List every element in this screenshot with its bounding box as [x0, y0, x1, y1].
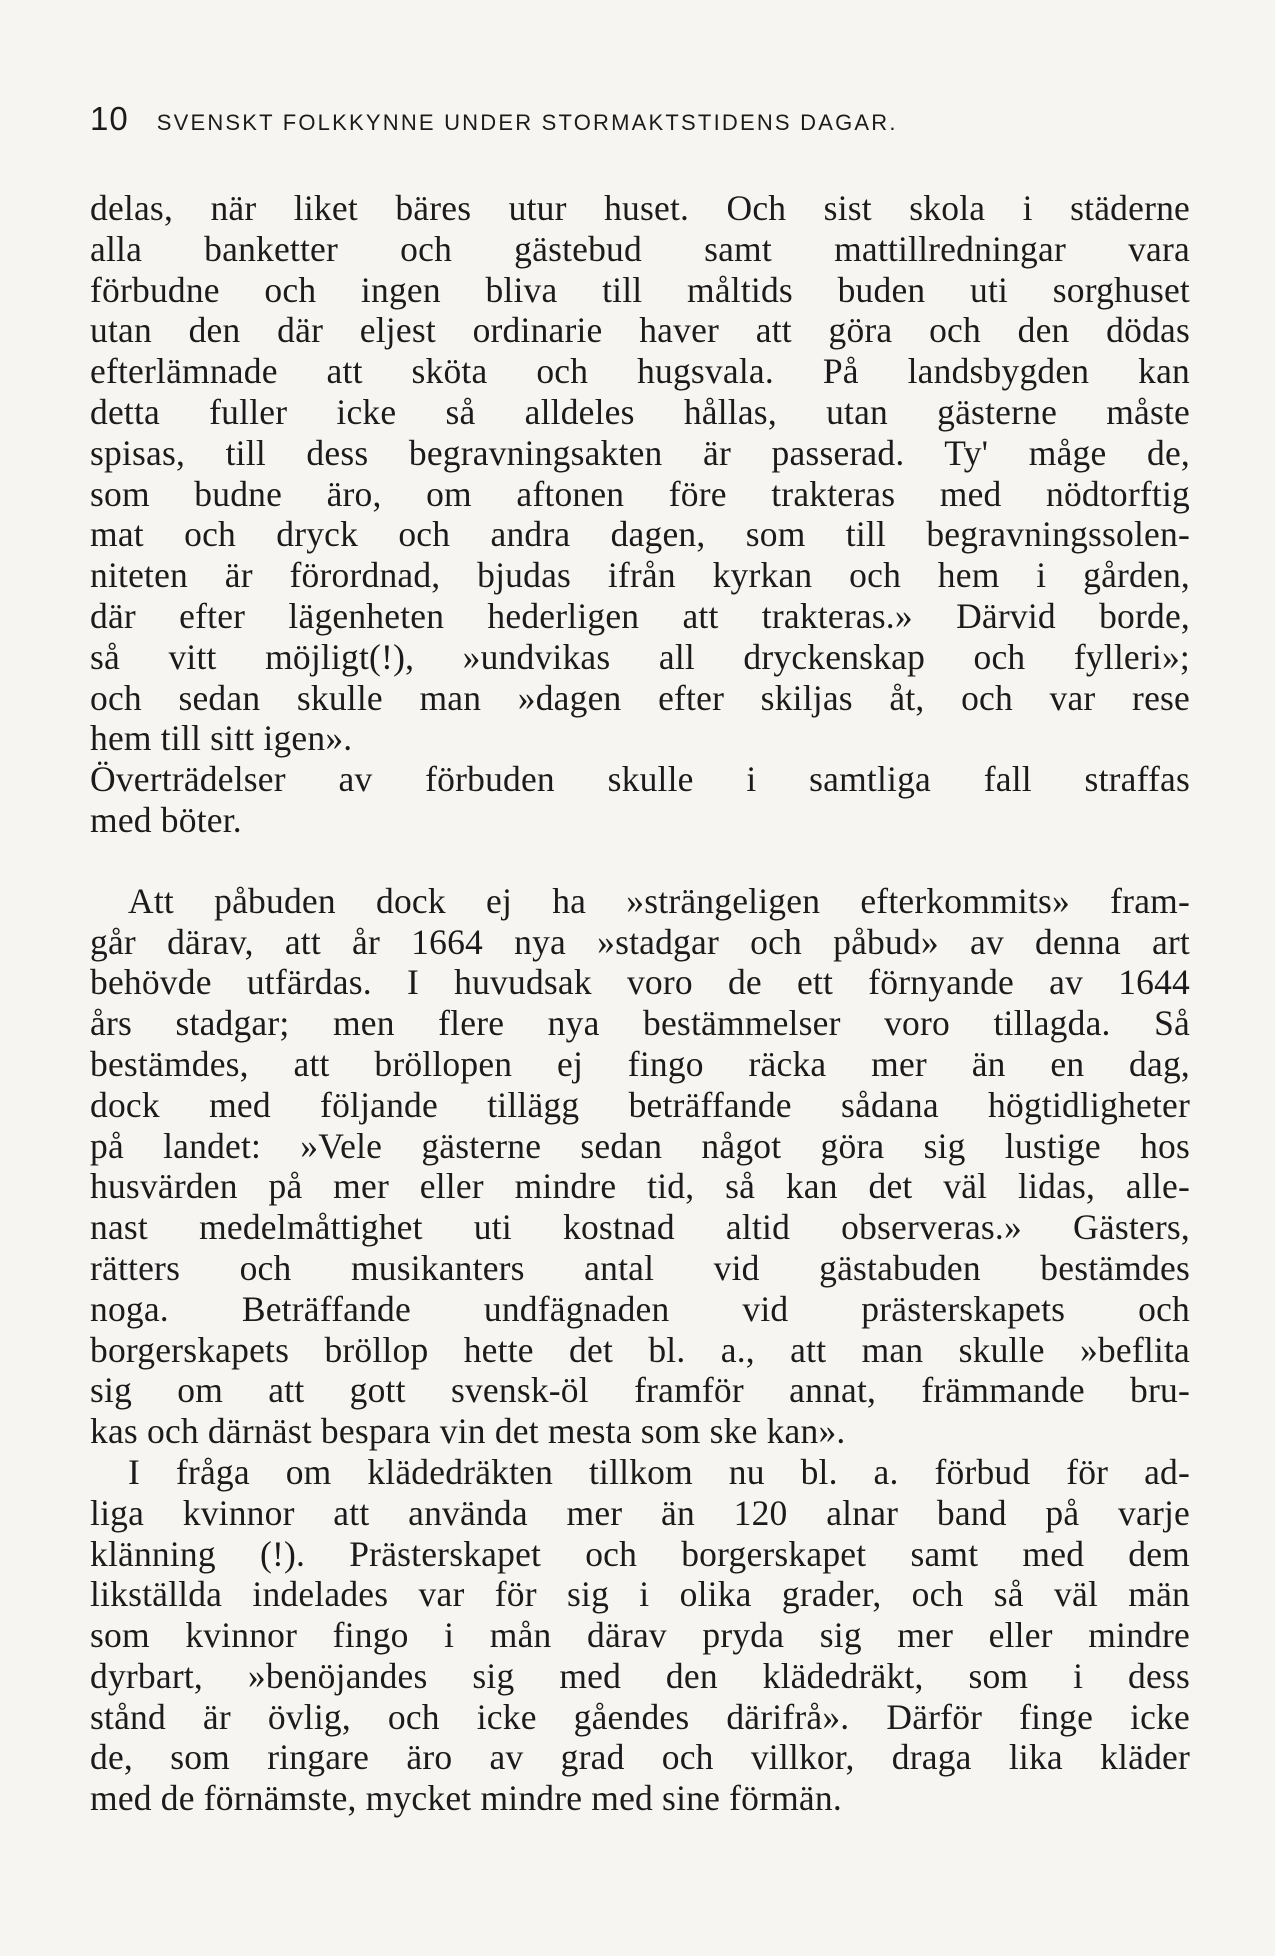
text-line: detta fuller icke så alldeles hållas, utan gästerne måste	[90, 391, 1190, 432]
paragraph	[90, 1452, 1190, 1819]
text-line: på landet: »Vele gästerne sedan något göra sig lustige hos	[90, 1125, 1190, 1166]
text-line: förbudne och ingen bliva till måltids buden uti sorghuset	[90, 269, 1190, 310]
text-line: med böter.	[90, 799, 242, 840]
text-line: dyrbart, »benöjandes sig med den klädedräkt, som i dess	[90, 1655, 1190, 1696]
text-line: likställda indelades var för sig i olika grader, och så väl män	[90, 1574, 1190, 1615]
text-line: dock med följande tillägg beträffande sådana högtidligheter	[90, 1084, 1190, 1125]
text-line: noga. Beträffande undfägnaden vid prästerskapets och	[90, 1288, 1190, 1329]
text-line: spisas, till dess begravningsakten är passerad. Ty' måge de,	[90, 432, 1190, 473]
text-line: stånd är övlig, och icke gåendes därifrå». Därför finge icke	[90, 1696, 1190, 1737]
text-line: delas, när liket bäres utur huset. Och sist skola i städerne	[90, 188, 1190, 228]
text-line: utan den där eljest ordinarie haver att göra och den dödas	[90, 310, 1190, 351]
paragraph-gap	[90, 841, 1190, 881]
text-line: klänning (!). Prästerskapet och borgerskapet samt med dem	[90, 1533, 1190, 1574]
paragraph	[90, 759, 1190, 841]
text-line: där efter lägenheten hederligen att trakteras.» Därvid borde,	[90, 595, 1190, 636]
text-line: Att påbuden dock ej ha »strängeligen efterkommits» fram-	[128, 880, 1190, 921]
text-line: hem till sitt igen».	[90, 718, 353, 759]
text-line: alla banketter och gästebud samt mattillredningar vara	[90, 228, 1190, 269]
text-line: husvärden på mer eller mindre tid, så kan det väl lidas, alle-	[90, 1166, 1190, 1207]
text-line: borgerskapets bröllop hette det bl. a., att man skulle »beflita	[90, 1329, 1190, 1370]
text-line: I fråga om klädedräkten tillkom nu bl. a. förbud för ad-	[128, 1451, 1190, 1492]
text-line: som kvinnor fingo i mån därav pryda sig mer eller mindre	[90, 1615, 1190, 1656]
text-line: nast medelmåttighet uti kostnad altid observeras.» Gästers,	[90, 1207, 1190, 1248]
text-line: efterlämnade att sköta och hugsvala. På landsbygden kan	[90, 351, 1190, 392]
page-header	[90, 100, 1190, 160]
text-line: går därav, att år 1664 nya »stadgar och påbud» av denna art	[90, 921, 1190, 962]
text-line: kas och därnäst bespara vin det mesta som ske kan».	[90, 1411, 846, 1452]
text-line: behövde utfärdas. I huvudsak voro de ett förnyande av 1644	[90, 962, 1190, 1003]
text-line: de, som ringare äro av grad och villkor, draga lika kläder	[90, 1737, 1190, 1778]
text-line: års stadgar; men flere nya bestämmelser voro tillagda. Så	[90, 1003, 1190, 1044]
text-line: rätters och musikanters antal vid gästabuden bestämdes	[90, 1247, 1190, 1288]
text-line: bestämdes, att bröllopen ej fingo räcka mer än en dag,	[90, 1043, 1190, 1084]
text-line: sig om att gott svensk-öl framför annat, främmande bru-	[90, 1370, 1190, 1411]
running-title: SVENSKT FOLKKYNNE UNDER STORMAKTSTIDENS DAGAR.	[156, 110, 898, 135]
paragraph	[90, 188, 1190, 759]
text-line: liga kvinnor att använda mer än 120 alnar band på varje	[90, 1492, 1190, 1533]
page-number: 10	[90, 100, 129, 137]
text-line: och sedan skulle man »dagen efter skiljas åt, och var rese	[90, 677, 1190, 718]
text-line: så vitt möjligt(!), »undvikas all dryckenskap och fylleri»;	[90, 636, 1190, 677]
text-line: med de förnämste, mycket mindre med sine förmän.	[90, 1778, 842, 1819]
paragraph	[90, 881, 1190, 1452]
text-line: Överträdelser av förbuden skulle i samtliga fall straffas	[90, 759, 1190, 800]
text-line: niteten är förordnad, bjudas ifrån kyrkan och hem i gården,	[90, 555, 1190, 596]
text-line: mat och dryck och andra dagen, som till begravningssolen-	[90, 514, 1190, 555]
body-text	[90, 188, 1190, 1819]
text-line: som budne äro, om aftonen före trakteras med nödtorftig	[90, 473, 1190, 514]
book-page	[90, 100, 1190, 1819]
